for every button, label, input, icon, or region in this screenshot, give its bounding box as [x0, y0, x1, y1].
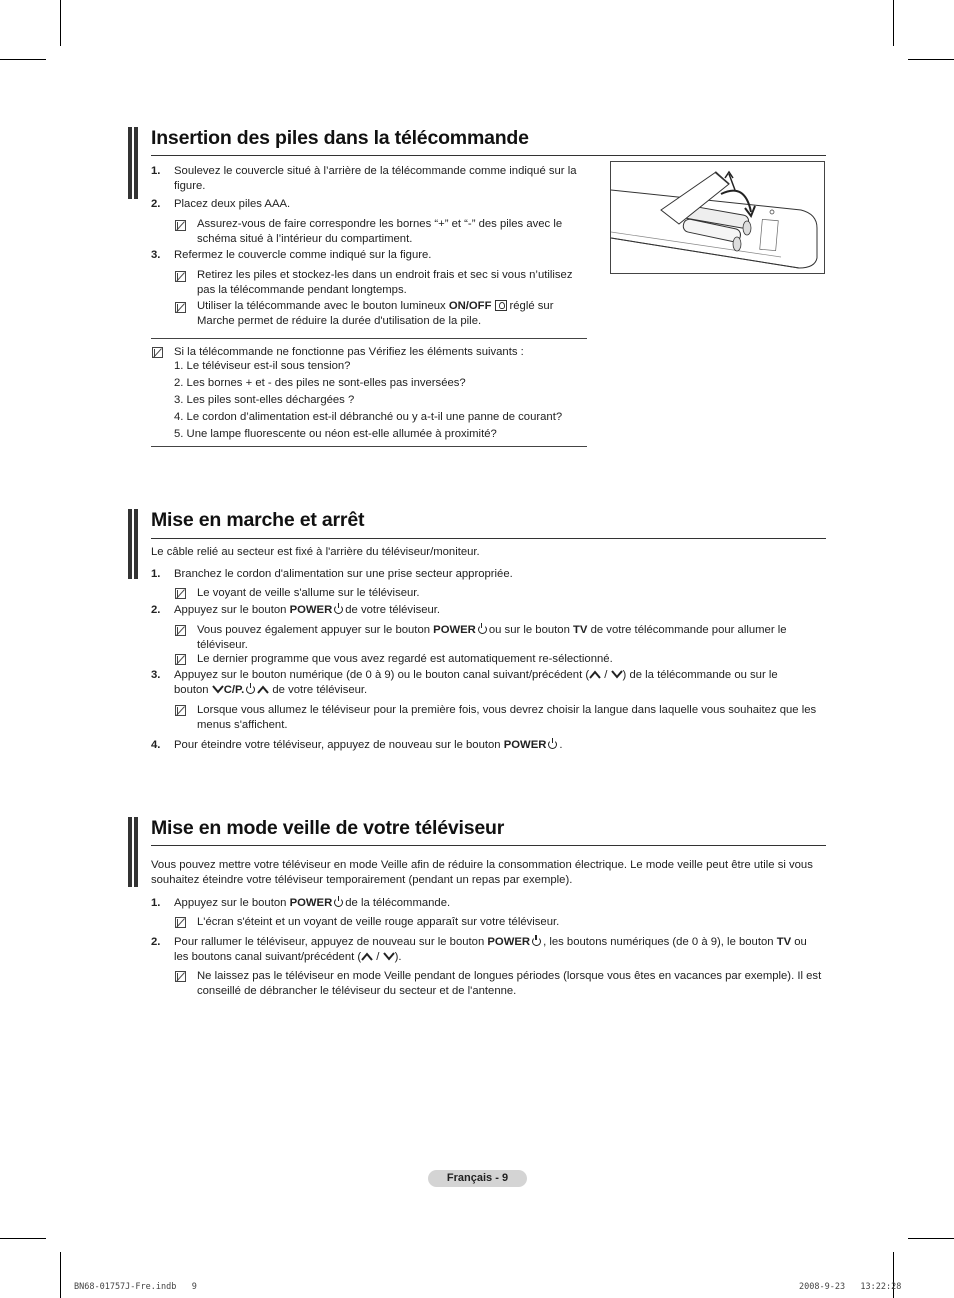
section-title: Mise en mode veille de votre téléviseur [151, 817, 505, 839]
note-text: Le voyant de veille s'allume sur le téléviseur. [197, 587, 420, 599]
section-title: Insertion des piles dans la télécommande [151, 127, 529, 149]
check-item: 5. Une lampe fluorescente ou néon est-elle allumée à proximité? [174, 428, 497, 440]
note-icon [175, 654, 186, 665]
text-part: / [601, 669, 611, 681]
text-part: de la télécommande. [345, 897, 451, 909]
step-text: Soulevez le couvercle situé à l’arrière de la télécommande comme indiqué sur la figure. [174, 165, 577, 192]
power-icon [246, 685, 255, 694]
check-item: 4. Le cordon d’alimentation est-il débranché ou y a-t-il une panne de courant? [174, 411, 563, 423]
chevron-up-icon [589, 670, 601, 679]
step-text [174, 668, 814, 697]
note-text: Ne laissez pas le téléviseur en mode Veille pendant de longues périodes (lorsque vous êtes en vacances par exemple). Il est conseillé de débrancher le téléviseur du secteur et de l'antenne. [197, 970, 822, 997]
check-item: 2. Les bornes + et - des piles ne sont-elles pas inversées? [174, 377, 466, 389]
step-text: Refermez le couvercle comme indiqué sur la figure. [174, 249, 432, 261]
step-number: 1. [151, 897, 161, 909]
note-text-part: réglé sur Marche permet de réduire la durée d'utilisation de la pile. [197, 300, 554, 327]
text-part: Pour éteindre votre téléviseur, appuyez de nouveau sur le bouton [174, 739, 501, 751]
print-slug-right: 2008-9-23 13:22:28 [799, 1282, 902, 1292]
note-icon [175, 302, 186, 313]
crop-mark [0, 1238, 46, 1239]
text-part: de votre télécommande pour allumer le téléviseur. [197, 624, 787, 651]
note-icon [175, 705, 186, 716]
text-part: Appuyez sur le bouton numérique (de 0 à 9) ou le bouton canal suivant/précédent ( [174, 669, 590, 681]
step-text: Branchez le cordon d'alimentation sur une prise secteur appropriée. [174, 568, 513, 580]
note-icon [175, 271, 186, 282]
note-icon [152, 347, 163, 358]
step-number: 3. [151, 249, 161, 261]
step-number: 1. [151, 568, 161, 580]
note-text: Le dernier programme que vous avez regardé est automatiquement re-sélectionné. [197, 653, 613, 665]
section-rule [151, 155, 826, 156]
step-number: 1. [151, 165, 161, 177]
step-text [174, 603, 814, 618]
note-text: Assurez-vous de faire correspondre les bornes “+” et “-” des piles avec le schéma situé à l’intérieur du compartiment. [197, 218, 563, 245]
note-text: Retirez les piles et stockez-les dans un endroit frais et sec si vous n’utilisez pas la télécommande pendant longtemps. [197, 269, 573, 296]
crop-mark [60, 0, 61, 46]
text-part: Pour rallumer le téléviseur, appuyez de nouveau sur le bouton [174, 936, 485, 948]
note-text [197, 299, 589, 328]
crop-mark [0, 59, 46, 60]
crop-mark [908, 1238, 954, 1239]
text-part: ou les boutons canal suivant/précédent ( [174, 936, 807, 963]
section-marker [128, 127, 138, 199]
text-part: ). [394, 950, 402, 963]
step-number: 2. [151, 604, 161, 616]
power-icon [532, 937, 541, 946]
step-number: 2. [151, 198, 161, 210]
note-text-part: Utiliser la télécommande avec le bouton lumineux [197, 300, 446, 312]
power-icon [334, 898, 343, 907]
text-part: de votre téléviseur. [345, 604, 441, 616]
remote-battery-icon [611, 162, 824, 273]
section-marker [128, 509, 138, 579]
chevron-down-icon [611, 670, 623, 679]
page-number-badge: Français - 9 [428, 1170, 527, 1187]
note-icon [175, 625, 186, 636]
power-label: POWER [487, 936, 531, 948]
step-text [174, 935, 824, 964]
intro-text: Le câble relié au secteur est fixé à l'arrière du téléviseur/moniteur. [151, 546, 480, 558]
text-part: Appuyez sur le bouton [174, 604, 287, 616]
intro-text: Vous pouvez mettre votre téléviseur en mode Veille afin de réduire la consommation électrique. Le mode veille peut être utile si vous souhaitez éteindre votre téléviseur temporairement (pendant un repas par exemple). [151, 859, 813, 886]
power-icon [334, 605, 343, 614]
chevron-down-icon [212, 685, 224, 694]
section-title: Mise en marche et arrêt [151, 509, 365, 531]
note-text: Lorsque vous allumez le téléviseur pour la première fois, vous devrez choisir la langue dans laquelle vous souhaitez que les menus s'affichent. [197, 704, 817, 731]
power-label: POWER [289, 604, 333, 616]
section-marker [128, 817, 138, 887]
step-text: Placez deux piles AAA. [174, 198, 291, 210]
text-part: Appuyez sur le bouton [174, 897, 287, 909]
text-part: . [559, 739, 563, 751]
check-item: 3. Les piles sont-elles déchargées ? [174, 394, 355, 406]
note-icon [175, 917, 186, 928]
check-intro: Si la télécommande ne fonctionne pas Vérifiez les éléments suivants : [174, 346, 524, 358]
check-item: 1. Le téléviseur est-il sous tension? [174, 360, 351, 372]
remote-illustration [610, 161, 825, 274]
power-icon [478, 625, 487, 634]
light-icon [495, 300, 507, 311]
power-icon [548, 740, 557, 749]
power-label: POWER [289, 897, 333, 909]
text-part: de votre téléviseur. [272, 683, 368, 696]
tv-label: TV [573, 624, 588, 636]
tv-label: TV [776, 936, 792, 948]
step-text [174, 896, 814, 911]
section-rule [151, 845, 826, 846]
note-text: L'écran s'éteint et un voyant de veille rouge apparaît sur votre téléviseur. [197, 916, 560, 928]
text-part: , les boutons numériques (de 0 à 9), le bouton [543, 936, 774, 948]
note-icon [175, 971, 186, 982]
text-part: Vous pouvez également appuyer sur le bouton [197, 624, 431, 636]
text-part: ) de la télécommande ou sur le bouton [174, 669, 778, 696]
chevron-up-icon [361, 952, 373, 961]
chevron-up-icon [257, 685, 269, 694]
print-slug-left: BN68-01757J-Fre.indb 9 [74, 1282, 197, 1292]
crop-mark [60, 1252, 61, 1298]
text-part: ou sur le bouton [488, 624, 570, 636]
crop-mark [893, 0, 894, 46]
step-text [174, 738, 814, 753]
power-label: POWER [503, 739, 547, 751]
note-text [197, 623, 817, 652]
note-icon [175, 588, 186, 599]
on-off-label: ON/OFF [448, 300, 492, 312]
note-icon [175, 220, 186, 231]
section-rule [151, 538, 826, 539]
crop-mark [908, 59, 954, 60]
chevron-down-icon [383, 952, 395, 961]
step-number: 2. [151, 936, 161, 948]
channel-label: C/P. [223, 683, 245, 696]
step-number: 3. [151, 669, 161, 681]
step-number: 4. [151, 739, 161, 751]
box-bottom-rule [151, 446, 587, 447]
text-part: / [373, 950, 383, 963]
power-label: POWER [433, 624, 476, 636]
box-top-rule [151, 338, 587, 339]
